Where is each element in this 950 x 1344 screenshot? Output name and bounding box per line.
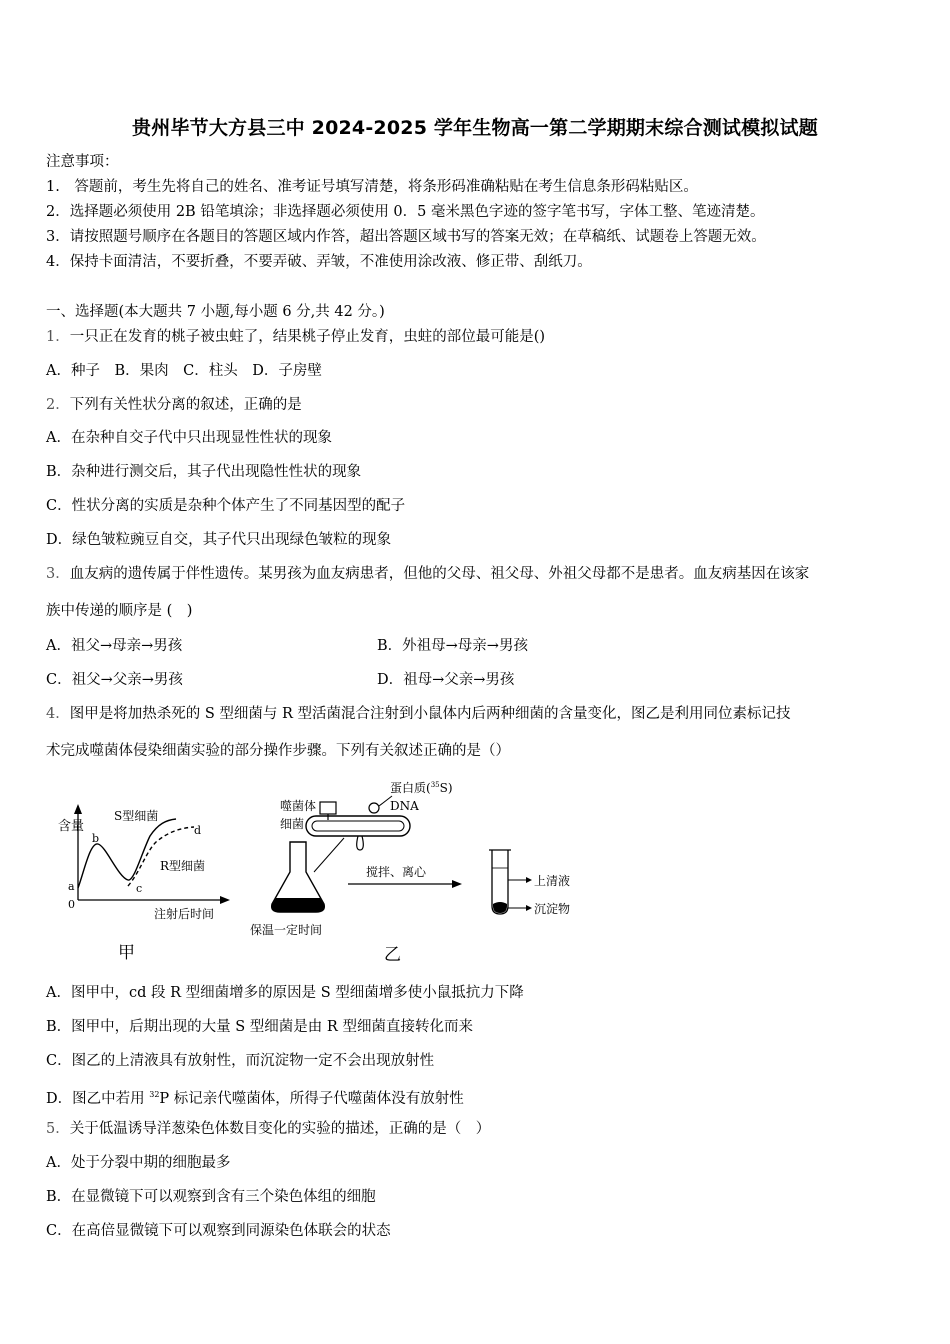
question-4 [46,704,791,724]
q4-option-d [46,1085,464,1109]
question-stem: 关于低温诱导洋葱染色体数目变化的实验的描述，正确的是（ ） [69,1121,491,1137]
point-a-label: a [68,880,75,893]
process-arrow-icon [452,880,462,888]
supernatant-arrow-icon [526,877,532,883]
notice-item-2: 2．选择题必须使用 2B 铅笔填涂；非选择题必须使用 0．5 毫米黑色字迹的签字笔书写，字体工整、笔迹清楚。 [46,204,765,220]
q5-option-c: C．在高倍显微镜下可以观察到同源染色体联会的状态 [46,1223,391,1239]
question-stem: 图甲是将加热杀死的 S 型细菌与 R 型活菌混合注射到小鼠体内后两种细菌的含量变化，图乙是利用同位素标记技 [69,706,791,722]
question-3-cont: 族中传递的顺序是 ( ) [46,603,193,619]
bacterium-inner [312,821,404,831]
protein-label: 蛋白质($^{35}$S) [390,781,453,795]
q2-option-d: D．绿色皱粒豌豆自交，其子代只出现绿色皱粒的现象 [46,532,392,548]
bacterium-shape [306,816,410,836]
x-axis-arrow-icon [220,896,230,904]
question-stem: 一只正在发育的桃子被虫蛀了，结果桃子停止发育，虫蛀的部位最可能是() [69,329,546,345]
s-curve-label: S型细菌 [114,809,159,823]
figure-jia-caption: 甲 [118,943,135,963]
question-number: 1． [46,329,70,345]
protein-coat-icon [369,803,379,813]
notice-item-3: 3．请按照题号顺序在各题目的答题区域内作答，超出答题区域书写的答案无效；在草稿纸、试题卷上答题无效。 [46,229,766,245]
question-stem: 下列有关性状分离的叙述，正确的是 [69,397,302,413]
question-4-cont: 术完成噬菌体侵染细菌实验的部分操作步骤。下列有关叙述正确的是（） [46,743,510,759]
q2-option-c: C．性状分离的实质是杂种个体产生了不同基因型的配子 [46,498,406,514]
sediment-label: 沉淀物 [534,902,571,916]
q5-option-a: A．处于分裂中期的细胞最多 [46,1155,231,1171]
phage-label: 噬菌体 [280,799,317,813]
flask-pointer [314,838,344,872]
notice-heading: 注意事项： [46,154,119,170]
dna-label: DNA [390,799,419,813]
notice-item-4: 4．保持卡面清洁，不要折叠，不要弄破、弄皱，不准使用涂改液、修正带、刮纸刀。 [46,254,592,270]
supernatant-label: 上清液 [534,874,571,888]
s-bacteria-curve [128,827,194,886]
stir-label: 搅拌、离心 [366,865,427,879]
question-number: 3． [46,566,70,582]
y-axis-arrow-icon [74,804,82,814]
r-bacteria-curve [78,819,176,888]
question-stem: 血友病的遗传属于伴性遗传。某男孩为血友病患者，但他的父母、祖父母、外祖父母都不是患者。血友病基因在该家 [69,566,810,582]
point-b-label: b [92,832,100,845]
question-number: 2． [46,397,70,413]
q3-option-d: D．祖母→父亲→男孩 [377,672,515,688]
flask-liquid [272,898,324,912]
point-c-label: c [136,882,143,895]
point-d-label: d [194,824,202,837]
question-3 [46,564,809,584]
r-curve-label: R型细菌 [160,859,206,873]
q4-option-d-text: P 标记亲代噬菌体，所得子代噬菌体没有放射性 [159,1090,464,1107]
sediment-arrow-icon [526,905,532,911]
drop-icon [357,836,364,850]
question-number: 4． [46,706,70,722]
figure-yi-caption: 乙 [384,945,401,965]
sediment-fill [493,902,507,913]
q5-option-b: B．在显微镜下可以观察到含有三个染色体组的细胞 [46,1189,376,1205]
q4-option-c: C．图乙的上清液具有放射性，而沉淀物一定不会出现放射性 [46,1053,435,1069]
section-heading: 一、选择题(本大题共 7 小题,每小题 6 分,共 42 分。) [46,304,385,320]
question-2 [46,395,302,415]
figure-yi [250,780,570,965]
question-number: 5． [46,1121,70,1137]
q4-option-d-prefix: D．图乙中若用 [46,1090,150,1107]
q3-option-b: B．外祖母→母亲→男孩 [377,638,528,654]
x-axis-label: 注射后时间 [154,907,215,921]
q3-option-c: C．祖父→父亲→男孩 [46,672,183,688]
origin-label: 0 [68,898,75,911]
q2-option-b: B．杂种进行测交后，其子代出现隐性性状的现象 [46,464,362,480]
exam-title: 贵州毕节大方县三中 2024-2025 学年生物高一第二学期期末综合测试模拟试题 [132,117,818,139]
q4-figure [44,772,604,972]
figure-jia [58,804,230,963]
notice-item-1: 1. 答题前，考生先将自己的姓名、准考证号填写清楚，将条形码准确粘贴在考生信息条形码粘贴区。 [46,179,698,195]
q4-option-a: A．图甲中，cd 段 R 型细菌增多的原因是 S 型细菌增多使小鼠抵抗力下降 [46,985,524,1001]
bacteria-label: 细菌 [280,817,305,831]
q4-option-b: B．图甲中，后期出现的大量 S 型细菌是由 R 型细菌直接转化而来 [46,1019,473,1035]
q3-option-a: A．祖父→母亲→男孩 [46,638,183,654]
phage-head-icon [320,802,336,814]
y-axis-label: 含量 [58,819,85,834]
question-5 [46,1119,490,1139]
q1-options: A．种子 B．果肉 C．柱头 D．子房壁 [46,363,322,379]
incubate-label: 保温一定时间 [250,923,323,937]
q2-option-a: A．在杂种自交子代中只出现显性性状的现象 [46,430,332,446]
q4-option-d-sup: 32 [149,1090,160,1099]
question-1 [46,327,545,347]
